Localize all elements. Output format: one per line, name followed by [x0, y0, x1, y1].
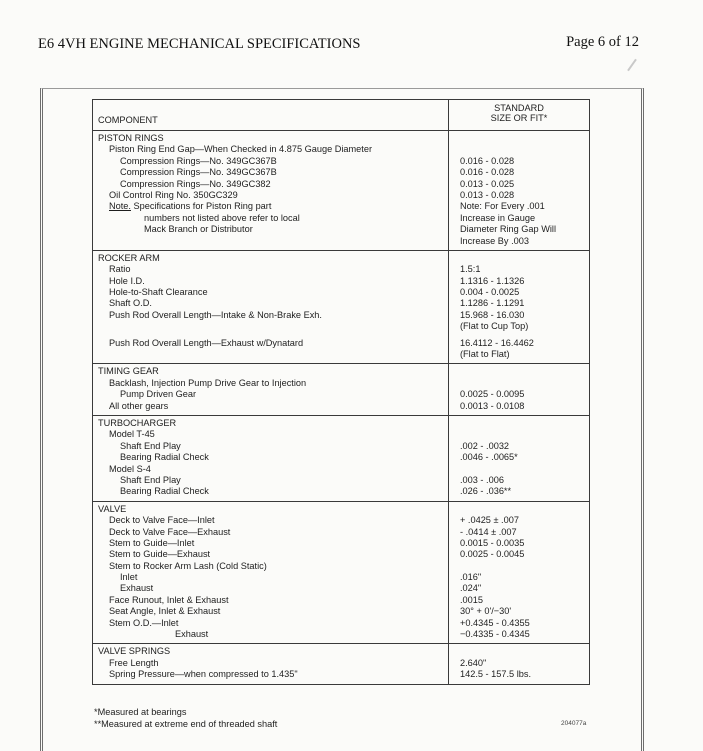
component-label: Push Rod Overall Length—Intake & Non-Brake Exh.: [109, 309, 322, 320]
column-header-standard-line1: STANDARD: [494, 103, 544, 113]
spec-value: 1.1286 - 1.1291: [460, 298, 525, 309]
component-label: Hole I.D.: [109, 275, 145, 286]
section-title: TURBOCHARGER: [98, 417, 177, 428]
component-label: Seat Angle, Inlet & Exhaust: [109, 606, 221, 617]
component-cell: [93, 250, 449, 364]
table-section: [93, 131, 590, 251]
component-label: Compression Rings—No. 349GC382: [120, 178, 271, 189]
spec-value: [449, 253, 589, 264]
document-code: 204077a: [561, 720, 587, 727]
note-label: Note.: [109, 201, 131, 212]
component-label: Piston Ring End Gap—When Checked in 4.875 Gauge Diameter: [109, 144, 373, 155]
table-section: [93, 364, 590, 416]
spec-value: 15.968 - 16.030: [460, 309, 525, 320]
footnotes: [94, 707, 277, 730]
spec-value: .016": [460, 572, 482, 583]
spec-value: 0.016 - 0.028: [460, 155, 515, 166]
standard-cell: [449, 501, 590, 644]
component-label: Pump Driven Gear: [120, 389, 197, 400]
component-label: Ratio: [109, 264, 131, 275]
spec-value: [449, 378, 589, 389]
component-label: Exhaust: [120, 583, 154, 594]
component-label: Spring Pressure—when compressed to 1.435": [109, 669, 298, 680]
table-section: [93, 501, 590, 644]
component-label: Compression Rings—No. 349GC367B: [120, 155, 277, 166]
component-label: Compression Rings—No. 349GC367B: [120, 167, 277, 178]
spec-value: .024": [460, 583, 482, 594]
spec-value: 0.013 - 0.025: [460, 178, 515, 189]
spec-value: 0.0015 - 0.0035: [460, 537, 525, 548]
spec-value: [449, 133, 589, 144]
component-label: Push Rod Overall Length—Exhaust w/Dynatard: [109, 337, 304, 348]
component-cell: [93, 415, 449, 501]
spec-value: (Flat to Flat): [460, 349, 510, 360]
spec-value: 1.1316 - 1.1326: [460, 275, 525, 286]
spec-value: 0.0013 - 0.0108: [460, 400, 525, 411]
component-label: Inlet: [120, 572, 138, 583]
page-title: E6 4VH ENGINE MECHANICAL SPECIFICATIONS: [38, 36, 361, 52]
component-label: Free Length: [109, 657, 159, 668]
spec-value: + .0425 ± .007: [460, 515, 519, 526]
component-label: [93, 321, 448, 332]
component-cell: [93, 131, 449, 251]
spec-value: [449, 144, 589, 155]
section-title: PISTON RINGS: [98, 133, 164, 143]
spec-value: 142.5 - 157.5 lbs.: [460, 669, 531, 680]
component-label: Exhaust: [175, 629, 209, 640]
component-label: [93, 236, 448, 247]
spec-value: 30° + 0'/−30': [460, 606, 512, 617]
spec-value: Note: For Every .001: [460, 201, 545, 212]
component-label: Bearing Radial Check: [120, 452, 209, 463]
spec-value: [449, 646, 589, 657]
component-label: Mack Branch or Distributor: [144, 224, 253, 235]
column-header-component: COMPONENT: [93, 100, 449, 131]
table-section: [93, 415, 590, 501]
spec-value: 0.004 - 0.0025: [460, 287, 520, 298]
spec-value: 2.640": [460, 657, 487, 668]
section-title: ROCKER ARM: [98, 252, 160, 263]
component-label: Face Runout, Inlet & Exhaust: [109, 594, 229, 605]
spec-value: 0.016 - 0.028: [460, 167, 515, 178]
spec-value: −0.4335 - 0.4345: [460, 629, 530, 640]
spec-value: 16.4112 - 16.4462: [460, 337, 534, 348]
spec-value: +0.4345 - 0.4355: [460, 617, 530, 628]
component-label: Shaft O.D.: [109, 298, 152, 309]
spec-value: Increase in Gauge: [460, 212, 536, 223]
component-label: Shaft End Play: [120, 474, 181, 485]
spec-value: 0.0025 - 0.0095: [460, 389, 525, 400]
component-label: Deck to Valve Face—Exhaust: [109, 526, 231, 537]
component-label: All other gears: [109, 400, 169, 411]
component-label: Stem to Guide—Inlet: [109, 537, 195, 548]
scan-mark: [627, 59, 637, 72]
component-cell: [93, 364, 449, 416]
spec-value: .026 - .036**: [460, 486, 512, 497]
spec-value: .002 - .0032: [460, 440, 510, 451]
component-label: Stem to Rocker Arm Lash (Cold Static): [109, 560, 267, 571]
section-title: TIMING GEAR: [98, 366, 159, 377]
component-label: Backlash, Injection Pump Drive Gear to Injection: [109, 377, 307, 388]
spec-value: 1.5:1: [460, 264, 481, 275]
component-label: numbers not listed above refer to local: [144, 212, 300, 223]
component-label: Hole-to-Shaft Clearance: [109, 287, 208, 298]
standard-cell: [449, 364, 590, 416]
spec-value: [449, 366, 589, 377]
component-label: [93, 349, 448, 360]
component-label: [93, 201, 448, 212]
spec-value: [449, 504, 589, 515]
column-header-standard-line2: SIZE OR FIT*: [490, 113, 548, 123]
spec-value: 0.0025 - 0.0045: [460, 549, 525, 560]
component-label: Oil Control Ring No. 350GC329: [109, 189, 238, 200]
table-section: [93, 250, 590, 364]
spec-value: 0.013 - 0.028: [460, 189, 515, 200]
spec-value: .0015: [460, 594, 483, 605]
standard-cell: [449, 644, 590, 684]
section-title: VALVE: [98, 503, 127, 514]
footnote-bearings: *Measured at bearings: [94, 707, 187, 717]
component-label: Deck to Valve Face—Inlet: [109, 515, 215, 526]
spec-value: [449, 418, 589, 429]
spec-value: .003 - .006: [460, 474, 504, 485]
spec-value: [449, 561, 589, 572]
page-number: Page 6 of 12: [566, 34, 639, 50]
standard-cell: [449, 415, 590, 501]
component-label: Bearing Radial Check: [120, 486, 209, 497]
standard-cell: [449, 131, 590, 251]
spec-value: Diameter Ring Gap Will: [460, 224, 556, 235]
spec-value: (Flat to Cup Top): [460, 321, 529, 332]
section-title: VALVE SPRINGS: [98, 646, 171, 657]
component-label: Model T-45: [109, 429, 155, 440]
table-header-row: [93, 100, 590, 131]
component-label: Stem to Guide—Exhaust: [109, 549, 211, 560]
spec-value: Increase By .003: [460, 235, 529, 246]
component-label: Shaft End Play: [120, 440, 181, 451]
table-section: [93, 644, 590, 684]
spec-value: [449, 464, 589, 475]
standard-cell: [449, 250, 590, 364]
spec-value: - .0414 ± .007: [460, 526, 517, 537]
component-label: Model S-4: [109, 463, 151, 474]
specifications-table: [92, 99, 590, 685]
spec-value: [449, 429, 589, 440]
spec-value: .0046 - .0065*: [460, 452, 518, 463]
component-cell: [93, 644, 449, 684]
component-cell: [93, 501, 449, 644]
note-text: Specifications for Piston Ring part: [130, 201, 272, 212]
component-label: Stem O.D.—Inlet: [109, 617, 179, 628]
column-header-standard: [449, 100, 590, 131]
footnote-threaded-shaft: **Measured at extreme end of threaded shaft: [94, 718, 278, 729]
